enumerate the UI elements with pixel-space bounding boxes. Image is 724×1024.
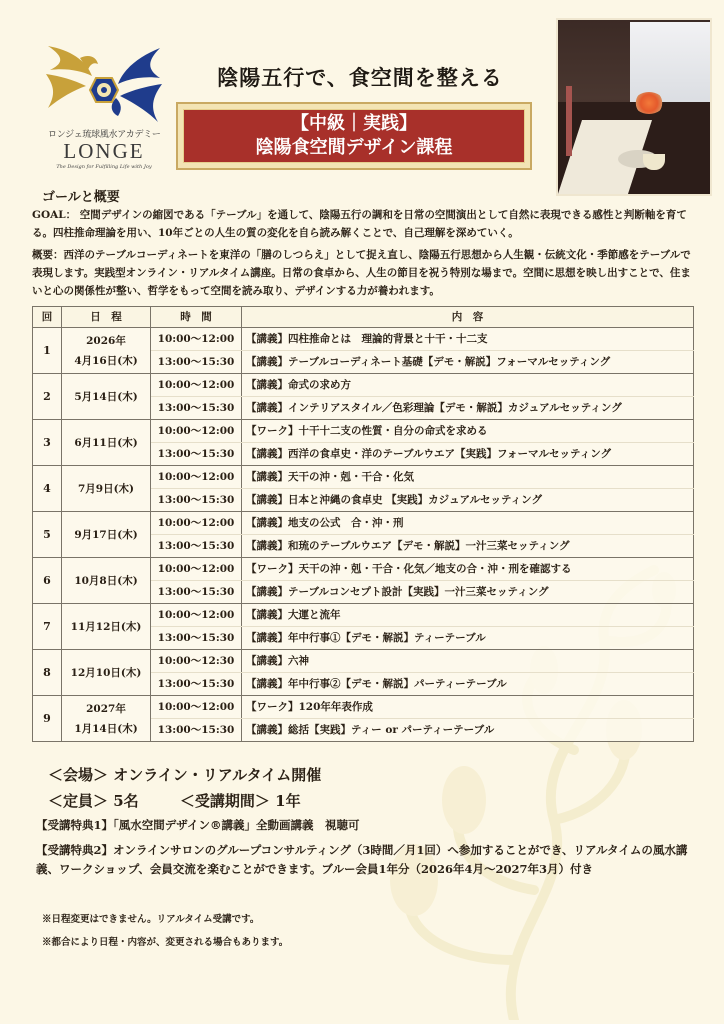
session-number: 6 <box>33 558 62 604</box>
table-row <box>33 696 694 719</box>
session-number: 2 <box>33 374 62 420</box>
session-date: 11月12日(木) <box>70 620 142 633</box>
session-number: 8 <box>33 650 62 696</box>
table-header-row <box>33 307 694 328</box>
session-date-cell <box>62 650 151 696</box>
session-date: 4月16日(木) <box>74 354 138 367</box>
header-content: 内 容 <box>242 307 694 328</box>
table-setting-photo <box>556 18 712 196</box>
morning-content: 【ワーク】十干十二支の性質・自分の命式を求める <box>242 420 694 443</box>
morning-content: 【講義】大運と流年 <box>242 604 694 627</box>
afternoon-time: 13:00〜15:30 <box>151 535 242 558</box>
session-date-cell <box>62 696 151 742</box>
brand-name-en: LONGE <box>63 139 145 163</box>
session-date-cell <box>62 512 151 558</box>
note-subject-to-change: ※都合により日程・内容が、変更される場合もあります。 <box>42 937 289 948</box>
brand-name-jp: ロンジェ琉球風水アカデミー <box>48 130 161 140</box>
table-row <box>33 328 694 351</box>
venue-info: ＜会場＞ オンライン・リアルタイム開催 <box>48 766 322 784</box>
capacity-period-info <box>48 790 337 811</box>
session-number: 4 <box>33 466 62 512</box>
course-title: 陰陽食空間デザイン課程 <box>255 137 453 158</box>
morning-content: 【講義】六神 <box>242 650 694 673</box>
afternoon-content: 【講義】和琉のテーブルウエア【デモ・解説】一汁三菜セッティング <box>242 535 694 558</box>
table-row <box>33 466 694 489</box>
table-row <box>33 374 694 397</box>
photo-candle <box>566 86 572 156</box>
session-number: 3 <box>33 420 62 466</box>
morning-content: 【講義】天干の沖・剋・干合・化気 <box>242 466 694 489</box>
session-date-cell <box>62 374 151 420</box>
afternoon-time: 13:00〜15:30 <box>151 627 242 650</box>
header-time: 時 間 <box>151 307 242 328</box>
afternoon-content: 【講義】年中行事②【デモ・解説】パーティーテーブル <box>242 673 694 696</box>
course-title-banner <box>176 102 532 170</box>
afternoon-time: 13:00〜15:30 <box>151 351 242 374</box>
afternoon-content: 【講義】年中行事①【デモ・解説】ティーテーブル <box>242 627 694 650</box>
table-row <box>33 650 694 673</box>
course-level: 【中級｜実践】 <box>291 113 417 134</box>
table-row <box>33 512 694 535</box>
page-subtitle: 陰陽五行で、食空間を整える <box>217 65 503 90</box>
session-date: 5月14日(木) <box>74 390 138 403</box>
morning-time: 10:00〜12:00 <box>151 512 242 535</box>
afternoon-time: 13:00〜15:30 <box>151 673 242 696</box>
photo-flowers <box>634 92 664 114</box>
header-no: 回 <box>33 307 62 328</box>
brand-tagline: The Design for Fulfilling Life with Joy <box>56 164 152 170</box>
afternoon-content: 【講義】テーブルコンセプト設計【実践】一汁三菜セッティング <box>242 581 694 604</box>
morning-time: 10:00〜12:00 <box>151 374 242 397</box>
session-number: 5 <box>33 512 62 558</box>
morning-time: 10:00〜12:00 <box>151 420 242 443</box>
morning-content: 【講義】四柱推命とは 理論的背景と十干・十二支 <box>242 328 694 351</box>
session-date: 9月17日(木) <box>74 528 138 541</box>
benefit-2: 【受講特典2】オンラインサロンのグループコンサルティング（3時間／月1回）へ参加することができ、リアルタイムの風水講義、ワークショップ、会員交流を楽むことができます。ブルー会員1年分（2026年4月〜2027年3月）付き <box>36 843 688 876</box>
table-row <box>33 420 694 443</box>
header-date: 日 程 <box>62 307 151 328</box>
afternoon-time: 13:00〜15:30 <box>151 443 242 466</box>
afternoon-content: 【講義】日本と沖縄の食卓史 【実践】カジュアルセッティング <box>242 489 694 512</box>
morning-time: 10:00〜12:00 <box>151 558 242 581</box>
afternoon-time: 13:00〜15:30 <box>151 397 242 420</box>
session-date-cell <box>62 558 151 604</box>
note-no-schedule-change: ※日程変更はできません。リアルタイム受講です。 <box>42 914 260 925</box>
morning-time: 10:00〜12:30 <box>151 650 242 673</box>
schedule-table <box>32 306 694 742</box>
morning-time: 10:00〜12:00 <box>151 604 242 627</box>
table-row <box>33 558 694 581</box>
session-date-cell <box>62 466 151 512</box>
morning-time: 10:00〜12:00 <box>151 696 242 719</box>
session-year: 2026年 <box>86 334 126 347</box>
afternoon-time: 13:00〜15:30 <box>151 719 242 742</box>
session-number: 7 <box>33 604 62 650</box>
session-date: 6月11日(木) <box>74 436 138 449</box>
morning-content: 【ワーク】120年年表作成 <box>242 696 694 719</box>
section-heading-goal: ゴールと概要 <box>42 190 120 205</box>
overview-text: 概要：西洋のテーブルコーディネートを東洋の「膳のしつらえ」として捉え直し、陰陽五行思想から人生観・伝統文化・季節感をテーブルで表現します。実践型オンライン・リアルタイム講座。日常の食卓から、人生の節目を祝う特別な場まで。空間に思想を映し出すことで、住まいと心の関係性が整い、哲学をもって空間を読み取り、デザインする力が養われます。 <box>32 249 691 297</box>
morning-content: 【講義】地支の公式 合・沖・刑 <box>242 512 694 535</box>
afternoon-content: 【講義】テーブルコーディネート基礎【デモ・解説】フォーマルセッティング <box>242 351 694 374</box>
session-date: 10月8日(木) <box>74 574 138 587</box>
session-date-cell <box>62 604 151 650</box>
morning-content: 【講義】命式の求め方 <box>242 374 694 397</box>
session-date-cell <box>62 328 151 374</box>
session-date: 1月14日(木) <box>74 722 138 735</box>
morning-time: 10:00〜12:00 <box>151 466 242 489</box>
phoenix-emblem-icon <box>40 40 168 128</box>
session-year: 2027年 <box>86 702 126 715</box>
course-period: ＜受講期間＞ 1年 <box>179 792 301 810</box>
session-number: 9 <box>33 696 62 742</box>
morning-time: 10:00〜12:00 <box>151 328 242 351</box>
afternoon-content: 【講義】総括【実践】ティー or パーティーテーブル <box>242 719 694 742</box>
table-row <box>33 604 694 627</box>
capacity: ＜定員＞ 5名 <box>48 792 139 810</box>
session-date: 12月10日(木) <box>70 666 142 679</box>
morning-content: 【ワーク】天干の沖・剋・干合・化気／地支の合・沖・刑を確認する <box>242 558 694 581</box>
session-date-cell <box>62 420 151 466</box>
afternoon-time: 13:00〜15:30 <box>151 489 242 512</box>
benefit-1: 【受講特典1】「風水空間デザイン®講義」全動画講義 視聴可 <box>36 818 360 832</box>
afternoon-content: 【講義】西洋の食卓史・洋のテーブルウエア【実践】フォーマルセッティング <box>242 443 694 466</box>
goal-text: GOAL： 空間デザインの縮図である「テーブル」を通して、陰陽五行の調和を日常の空間演出として自然に表現できる感性と判断軸を育てる。四柱推命理論を用い、10年ごとの人生の質の変化を自ら読み解くことで、自己理解を深めていく。 <box>32 209 687 239</box>
session-number: 1 <box>33 328 62 374</box>
academy-logo <box>40 40 168 170</box>
afternoon-content: 【講義】インテリアスタイル／色彩理論【デモ・解説】カジュアルセッティング <box>242 397 694 420</box>
afternoon-time: 13:00〜15:30 <box>151 581 242 604</box>
session-date: 7月9日(木) <box>77 482 135 495</box>
